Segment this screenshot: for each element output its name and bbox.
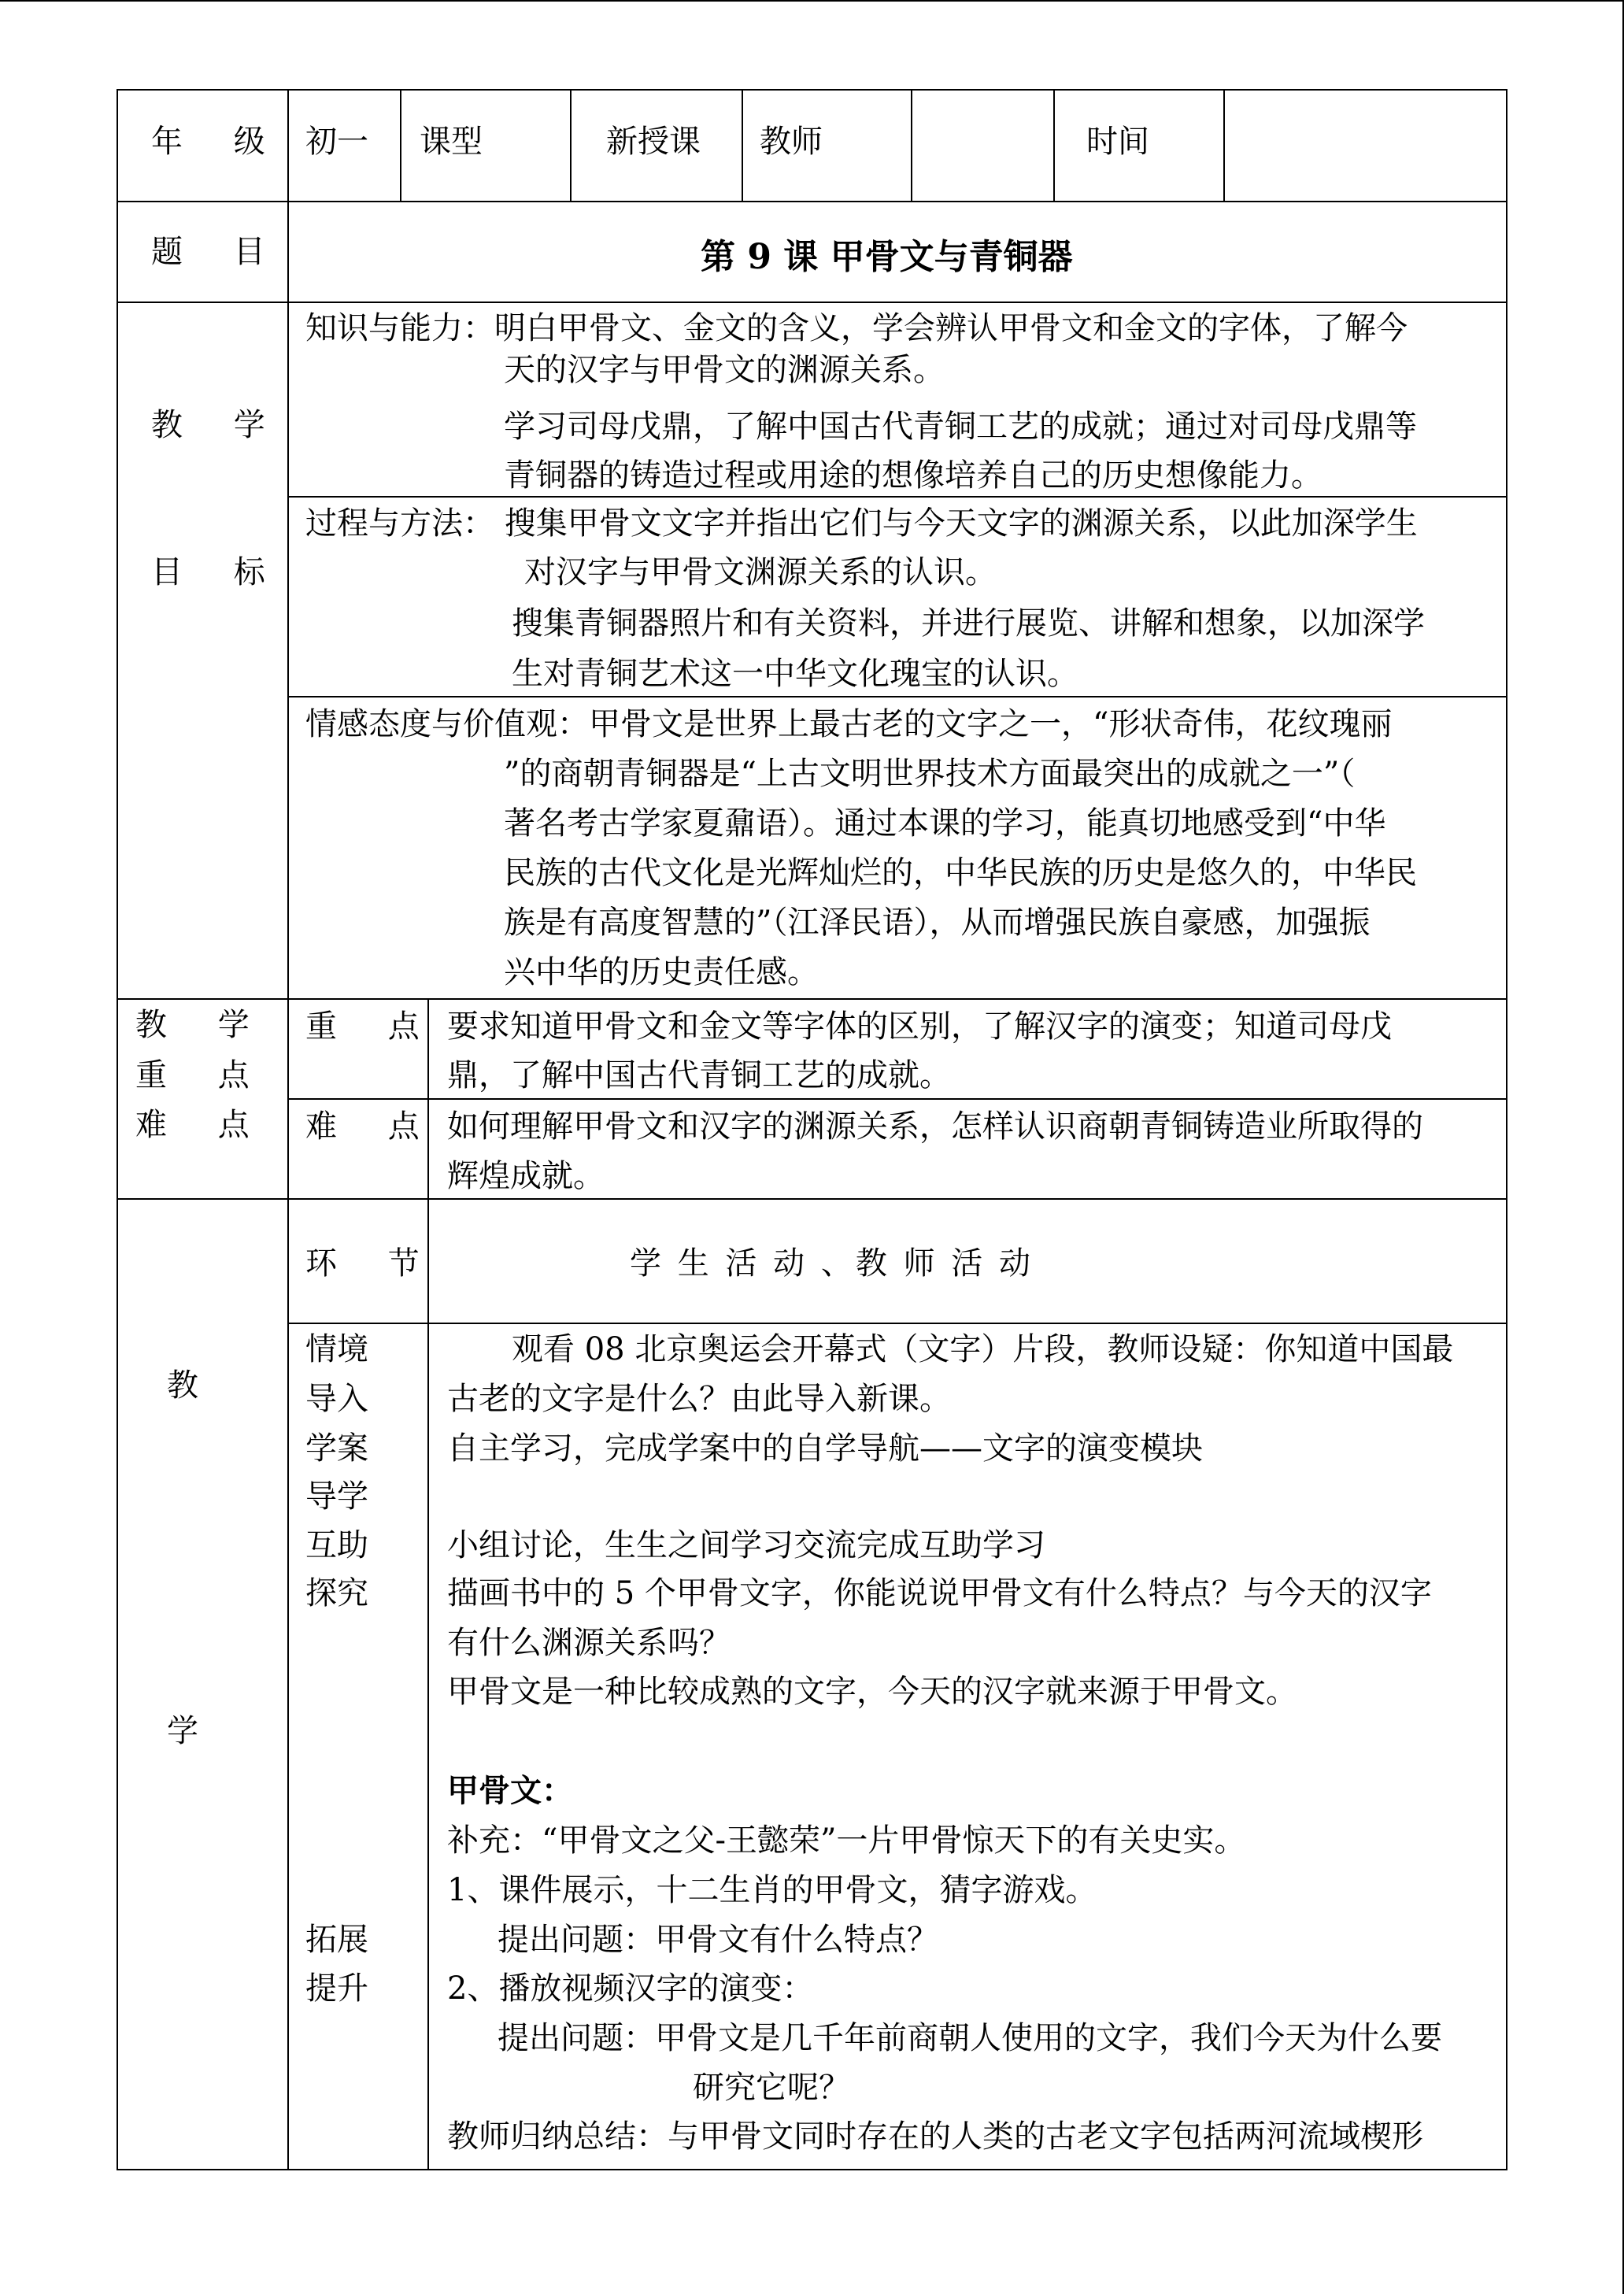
process-label-1: 教 — [167, 1367, 198, 1404]
stage-header: 环 节 — [305, 1245, 440, 1282]
grade-label: 年 级 — [151, 124, 286, 160]
time-label: 时间 — [1086, 124, 1149, 160]
keypoints-label-3: 难 点 — [135, 1107, 270, 1143]
important-label: 重 点 — [305, 1008, 440, 1045]
stage-item: 导学 — [305, 1478, 368, 1515]
objectives-label-2: 目 标 — [151, 554, 286, 590]
lesson-type-value: 新授课 — [606, 124, 701, 160]
lesson-type-label: 课型 — [420, 124, 483, 160]
stage-item: 情境 — [305, 1331, 368, 1367]
activity-header: 学 生 活 动 、教 师 活 动 — [630, 1245, 1034, 1282]
stage-item: 互助 — [305, 1527, 368, 1563]
page-title: 第 9 课 甲骨文与青铜器 — [701, 237, 1073, 277]
keypoints-label-1: 教 学 — [135, 1007, 270, 1043]
topic-label: 题 目 — [151, 234, 286, 270]
stage-item: 学案 — [305, 1430, 368, 1467]
stage-item: 提升 — [305, 1970, 368, 2007]
stage-item: 导入 — [305, 1381, 368, 1417]
grade-value: 初一 — [305, 124, 368, 160]
stage-item: 探究 — [305, 1575, 368, 1611]
stage-item: 拓展 — [305, 1922, 368, 1958]
objectives-label-1: 教 学 — [151, 407, 286, 443]
difficult-label: 难 点 — [305, 1108, 440, 1145]
teacher-label: 教师 — [760, 124, 823, 160]
keypoints-label-2: 重 点 — [135, 1057, 270, 1093]
process-label-2: 学 — [167, 1713, 198, 1749]
